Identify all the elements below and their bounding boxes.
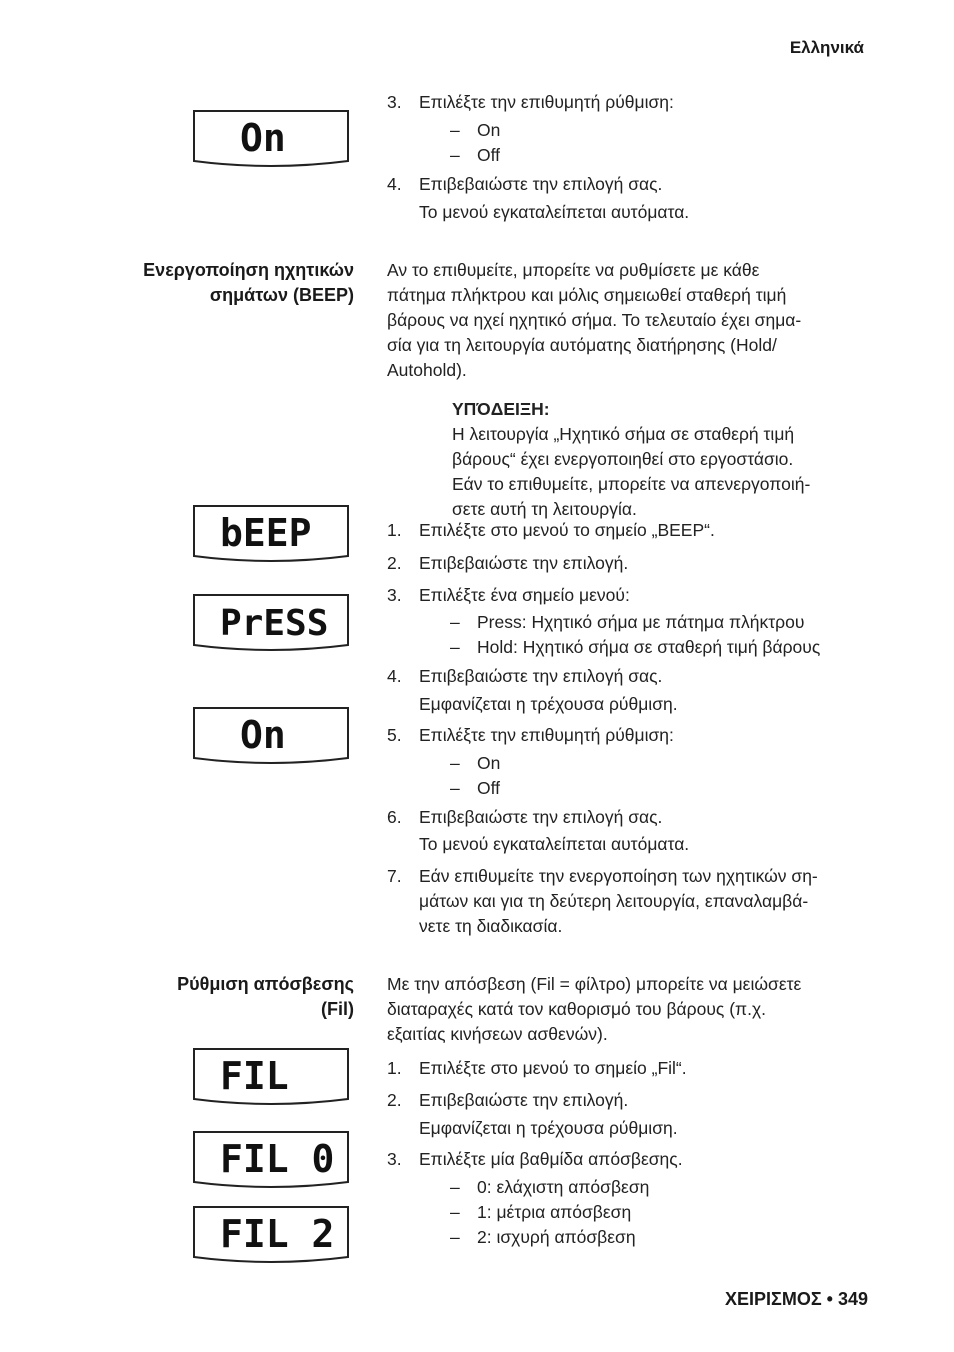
- option-text: 2: ισχυρή απόσβεση: [477, 1227, 636, 1247]
- beep-note: [452, 397, 810, 522]
- step-text: Επιβεβαιώστε την επιλογή σας.: [419, 807, 663, 827]
- beep-step-6-sub: Το μενού εγκαταλείπεται αυτόματα.: [419, 834, 690, 854]
- page-footer: ΧΕΙΡΙΣΜΟΣ • 349: [725, 1289, 868, 1309]
- step-text: Εάν επιθυμείτε την ενεργοποίηση των ηχητικών ση-: [419, 866, 818, 886]
- beep-step-4: 4. Επιβεβαιώστε την επιλογή σας.: [387, 666, 663, 686]
- heading-line: Ενεργοποίηση ηχητικών: [143, 260, 354, 280]
- option-text: Off: [477, 145, 501, 165]
- fil-step-1: 1. Επιλέξτε στο μενού το σημείο „Fil“.: [387, 1058, 687, 1078]
- option-off: – Off: [450, 145, 501, 165]
- beep-section-heading: [143, 258, 354, 308]
- fil-section-heading: [177, 972, 354, 1022]
- fil-step-2: 2. Επιβεβαιώστε την επιλογή.: [387, 1090, 629, 1110]
- lcd-text: FIL 0: [220, 1137, 335, 1181]
- intro-line: πάτημα πλήκτρου και μόλις σημειωθεί σταθερή τιμή: [387, 285, 787, 305]
- note-line: σετε αυτή τη λειτουργία.: [452, 499, 637, 519]
- fil-step-3: 3. Επιλέξτε μία βαθμίδα απόσβεσης.: [387, 1149, 683, 1169]
- heading-line: (Fil): [321, 999, 354, 1019]
- lcd-display-beep: [190, 502, 352, 566]
- beep-step-6: 6. Επιβεβαιώστε την επιλογή σας.: [387, 807, 663, 827]
- language-label: Ελληνικά: [789, 38, 864, 57]
- step-text: Επιλέξτε μία βαθμίδα απόσβεσης.: [419, 1149, 683, 1169]
- step-text: Επιλέξτε ένα σημείο μενού:: [419, 585, 630, 605]
- beep-step-5: 5. Επιλέξτε την επιθυμητή ρύθμιση:: [387, 725, 674, 745]
- note-line: βάρους“ έχει ενεργοποιηθεί στο εργοστάσιο.: [452, 449, 794, 469]
- note-line: Η λειτουργία „Ηχητικό σήμα σε σταθερή τιμή: [452, 424, 795, 444]
- lcd-text: bEEP: [220, 511, 312, 555]
- option-text: Off: [477, 778, 501, 798]
- option-level-1: – 1: μέτρια απόσβεση: [450, 1202, 632, 1222]
- option-level-0: – 0: ελάχιστη απόσβεση: [450, 1177, 650, 1197]
- lcd-text: On: [240, 713, 286, 757]
- option-on: – On: [450, 753, 501, 773]
- option-press: – Press: Ηχητικό σήμα με πάτημα πλήκτρου: [450, 612, 805, 632]
- intro-line: διαταραχές κατά τον καθορισμό του βάρους (π.χ.: [387, 999, 767, 1019]
- option-text: Press: Ηχητικό σήμα με πάτημα πλήκτρου: [477, 612, 805, 632]
- intro-line: εξαιτίας κινήσεων ασθενών).: [387, 1024, 608, 1044]
- lcd-text: FIL 2: [220, 1212, 335, 1256]
- lcd-display-fil: [190, 1045, 352, 1109]
- beep-step-7-line2: μάτων και για τη δεύτερη λειτουργία, επαναλαμβά-: [419, 891, 809, 911]
- fil-intro: [387, 972, 867, 1047]
- note-title: ΥΠΌΔΕΙΞΗ:: [452, 399, 550, 419]
- lcd-display-fil-2: [190, 1203, 352, 1267]
- step-3-top: 3. Επιλέξτε την επιθυμητή ρύθμιση:: [387, 92, 674, 112]
- lcd-display-press: [190, 591, 352, 655]
- step-text: Επιβεβαιώστε την επιλογή.: [419, 1090, 629, 1110]
- option-off: – Off: [450, 778, 501, 798]
- intro-line: Αν το επιθυμείτε, μπορείτε να ρυθμίσετε με κάθε: [387, 260, 760, 280]
- beep-step-4-sub: Εμφανίζεται η τρέχουσα ρύθμιση.: [419, 694, 678, 714]
- beep-step-2: 2. Επιβεβαιώστε την επιλογή.: [387, 553, 629, 573]
- option-level-2: – 2: ισχυρή απόσβεση: [450, 1227, 636, 1247]
- lcd-text: PrESS: [220, 603, 329, 644]
- beep-step-7: 7. Εάν επιθυμείτε την ενεργοποίηση των ηχητικών ση-: [387, 866, 818, 886]
- intro-line: Με την απόσβεση (Fil = φίλτρο) μπορείτε να μειώσετε: [387, 974, 802, 994]
- step-4-top-sub: Το μενού εγκαταλείπεται αυτόματα.: [419, 202, 690, 222]
- step-4-top: 4. Επιβεβαιώστε την επιλογή σας.: [387, 174, 663, 194]
- lcd-display-on-top: [190, 107, 352, 171]
- beep-step-1: 1. Επιλέξτε στο μενού το σημείο „BEEP“.: [387, 520, 715, 540]
- beep-intro: [387, 258, 867, 383]
- heading-line: Ρύθμιση απόσβεσης: [177, 974, 354, 994]
- heading-line: σημάτων (BEEP): [209, 285, 354, 305]
- intro-line: βάρους να ηχεί ηχητικό σήμα. Το τελευταίο έχει σημα-: [387, 310, 802, 330]
- intro-line: Autohold).: [387, 360, 467, 380]
- option-text: 0: ελάχιστη απόσβεση: [477, 1177, 650, 1197]
- step-text: Επιλέξτε στο μενού το σημείο „Fil“.: [419, 1058, 687, 1078]
- option-text: 1: μέτρια απόσβεση: [477, 1202, 632, 1222]
- option-text: On: [477, 753, 501, 773]
- option-on: – On: [450, 120, 501, 140]
- lcd-display-fil-0: [190, 1128, 352, 1192]
- step-text: Επιβεβαιώστε την επιλογή.: [419, 553, 629, 573]
- step-text: Επιλέξτε την επιθυμητή ρύθμιση:: [419, 92, 674, 112]
- step-text: Επιλέξτε την επιθυμητή ρύθμιση:: [419, 725, 674, 745]
- step-text: Επιβεβαιώστε την επιλογή σας.: [419, 666, 663, 686]
- note-line: Εάν το επιθυμείτε, μπορείτε να απενεργοποιή-: [452, 474, 811, 494]
- step-text: Επιβεβαιώστε την επιλογή σας.: [419, 174, 663, 194]
- step-text: Επιλέξτε στο μενού το σημείο „BEEP“.: [419, 520, 715, 540]
- beep-step-7-line3: νετε τη διαδικασία.: [419, 916, 563, 936]
- option-text: On: [477, 120, 501, 140]
- lcd-text: FIL: [220, 1054, 289, 1098]
- lcd-text: On: [240, 116, 286, 160]
- beep-step-3: 3. Επιλέξτε ένα σημείο μενού:: [387, 585, 630, 605]
- intro-line: σία για τη λειτουργία αυτόματης διατήρησης (Hold/: [387, 335, 777, 355]
- fil-step-2-sub: Εμφανίζεται η τρέχουσα ρύθμιση.: [419, 1118, 678, 1138]
- option-text: Hold: Ηχητικό σήμα σε σταθερή τιμή βάρους: [477, 637, 821, 657]
- option-hold: – Hold: Ηχητικό σήμα σε σταθερή τιμή βάρους: [450, 637, 821, 657]
- lcd-display-on-beep: [190, 704, 352, 768]
